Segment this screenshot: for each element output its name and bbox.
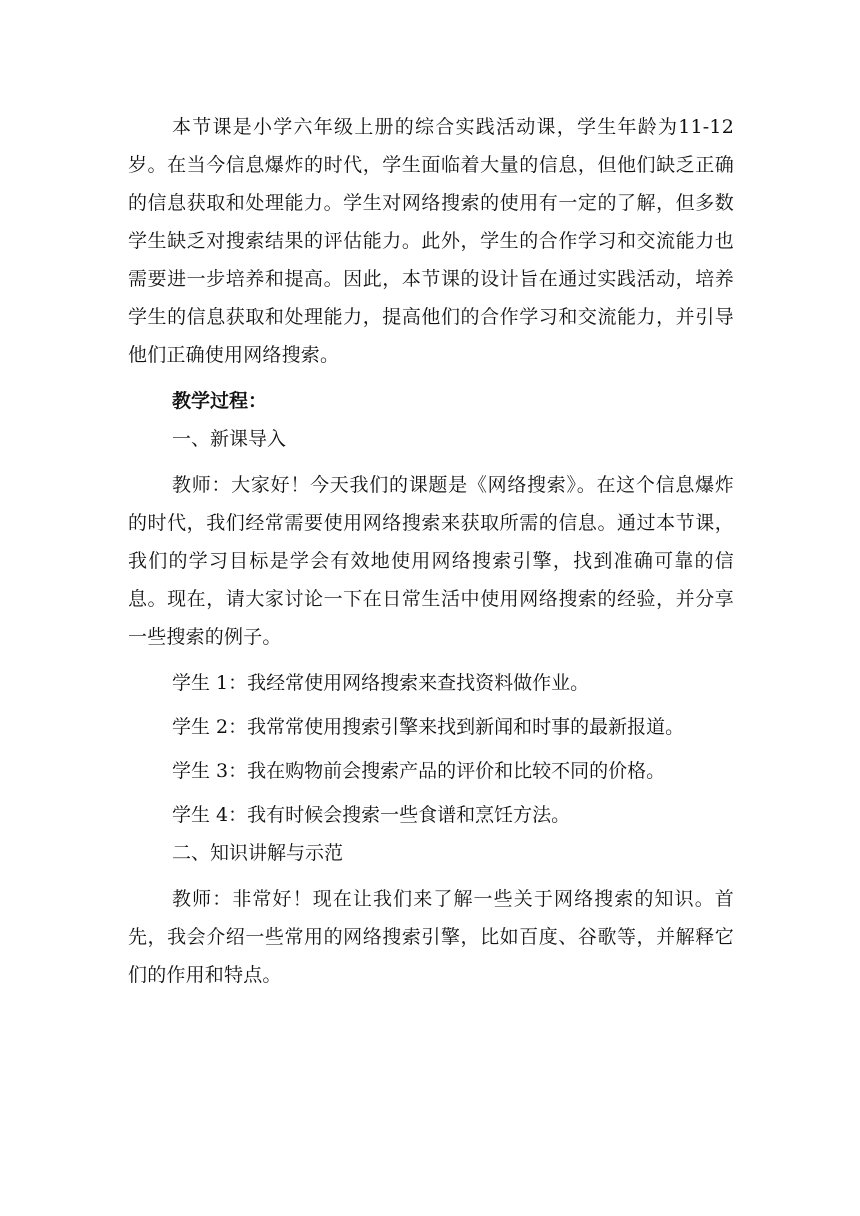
- document-body: [128, 108, 734, 994]
- teacher-knowledge-paragraph: 教师：非常好！现在让我们来了解一些关于网络搜索的知识。首先，我会介绍一些常用的网络搜索引擎，比如百度、谷歌等，并解释它们的作用和特点。: [128, 888, 734, 986]
- student-line: 学生 2：我常常使用搜索引擎来找到新闻和时事的最新报道。: [172, 716, 685, 738]
- part2-title: 二、知识讲解与示范: [172, 842, 344, 864]
- part1-title: 一、新课导入: [172, 428, 287, 450]
- section-heading: 教学过程：: [172, 390, 268, 412]
- teacher-intro-paragraph: 教师：大家好！今天我们的课题是《网络搜索》。在这个信息爆炸的时代，我们经常需要使用网络搜索来获取所需的信息。通过本节课，我们的学习目标是学会有效地使用网络搜索引擎，找到准确可靠的信息。现在，请大家讨论一下在日常生活中使用网络搜索的经验，并分享一些搜索的例子。: [128, 474, 734, 648]
- student-line: 学生 3：我在购物前会搜索产品的评价和比较不同的价格。: [172, 760, 666, 782]
- intro-paragraph: 本节课是小学六年级上册的综合实践活动课，学生年龄为11-12岁。在当今信息爆炸的时代，学生面临着大量的信息，但他们缺乏正确的信息获取和处理能力。学生对网络搜索的使用有一定的了解，但多数学生缺乏对搜索结果的评估能力。此外，学生的合作学习和交流能力也需要进一步培养和提高。因此，本节课的设计旨在通过实践活动，培养学生的信息获取和处理能力，提高他们的合作学习和交流能力，并引导他们正确使用网络搜索。: [128, 116, 734, 366]
- student-line: 学生 1：我经常使用网络搜索来查找资料做作业。: [172, 672, 590, 694]
- student-line: 学生 4：我有时候会搜索一些食谱和烹饪方法。: [172, 804, 571, 826]
- student-responses: [128, 664, 734, 834]
